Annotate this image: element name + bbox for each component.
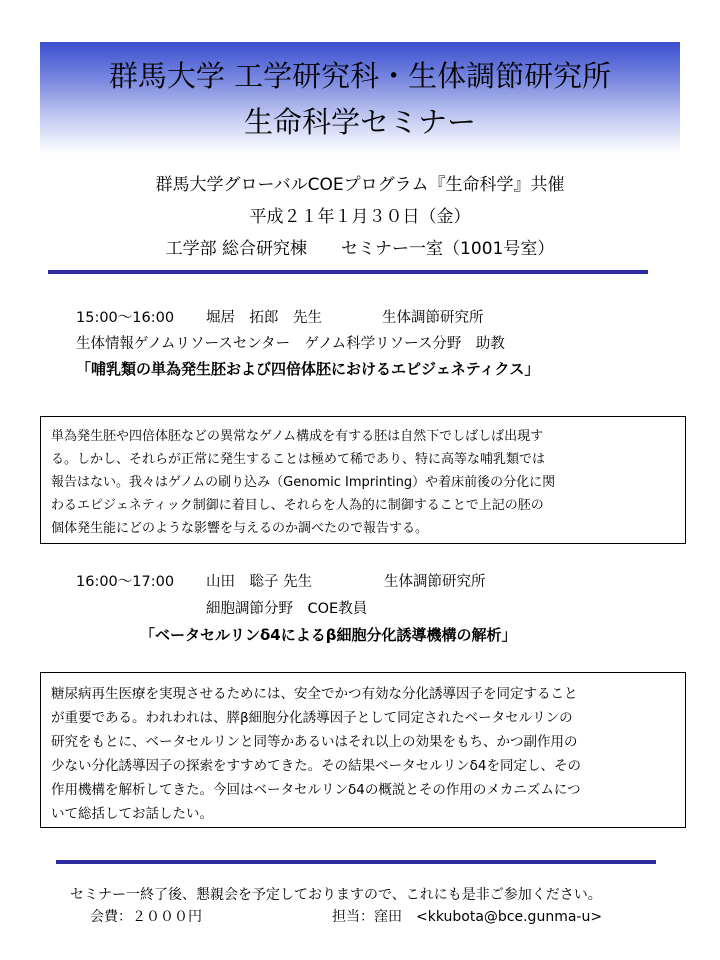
- abstract-line: る。しかし、それらが正常に発生することは極めて稀であり、特に高等な哺乳類では: [51, 452, 546, 467]
- talk1-title: 「哺乳類の単為発生胚および四倍体胚におけるエピジェネティクス」: [76, 360, 540, 378]
- footer-note: セミナー一終了後、懇親会を予定しておりますので、これにも是非ご参加ください。: [70, 887, 602, 903]
- talk2-title: 「ベータセルリンδ4によるβ細胞分化誘導機構の解析」: [140, 626, 517, 644]
- footer-contact: 担当：窪田 <kkubota@bce.gunma-u>: [332, 909, 603, 925]
- talk2-time: 16:00～17:00: [76, 574, 175, 590]
- abstract-line: が重要である。われわれは、膵β細胞分化誘導因子として同定されたベータセルリンの: [51, 710, 573, 726]
- talk1-time: 15:00～16:00: [76, 310, 175, 326]
- abstract-line: わるエピジェネティック制御に着目し、それらを人為的に制御することで上記の胚の: [51, 498, 544, 513]
- abstract-line: 個体発生能にどのような影響を与えるのか調べたので報告する。: [51, 521, 429, 536]
- talk1-affiliation: 生体情報ゲノムリソースセンター ゲノム科学リソース分野 助教: [76, 336, 505, 352]
- program-line: 群馬大学グローバルCOEプログラム『生命科学』共催: [155, 175, 565, 195]
- abstract-line: 単為発生胚や四倍体胚などの異常なゲノム構成を有する胚は自然下でしばしば出現す: [51, 429, 544, 444]
- title-line-1: 群馬大学 工学研究科・生体調節研究所: [108, 59, 612, 93]
- abstract-line: 糖尿病再生医療を実現させるためには、安全でかつ有効な分化誘導因子を同定すること: [51, 686, 578, 702]
- talk1-institute: 生体調節研究所: [382, 310, 484, 326]
- footer-fee: 会費：２０００円: [90, 909, 202, 925]
- talk2-speaker: 山田 聡子 先生: [206, 574, 313, 590]
- title-banner: [40, 42, 680, 154]
- abstract-line: いて総括してお話したい。: [51, 806, 213, 822]
- abstract-line: 報告はない。我々はゲノムの刷り込み（Genomic Imprinting）や着床前後の分化に関: [51, 475, 556, 490]
- title-line-2: 生命科学セミナー: [243, 105, 476, 139]
- talk1-speaker: 堀居 拓郎 先生: [206, 310, 322, 326]
- talk2-abstract-box: [40, 672, 686, 828]
- abstract-line: 作用機構を解析してきた。今回はベータセルリンδ4の概説とその作用のメカニズムにつ: [51, 782, 581, 798]
- abstract-line: 少ない分化誘導因子の探索をすすめてきた。その結果ベータセルリンδ4を同定し、その: [51, 758, 581, 774]
- venue-line: 工学部 総合研究棟 セミナー一室（1001号室）: [165, 239, 555, 259]
- talk1-abstract-box: [40, 416, 686, 544]
- divider-top: [48, 270, 648, 274]
- divider-bottom: [56, 860, 656, 864]
- talk2-affiliation: 細胞調節分野 COE教員: [206, 601, 368, 617]
- abstract-line: 研究をもとに、ベータセルリンと同等かあるいはそれ以上の効果をもち、かつ副作用の: [51, 734, 578, 750]
- talk2-institute: 生体調節研究所: [384, 574, 486, 590]
- date-line: 平成２１年１月３０日（金）: [249, 207, 471, 227]
